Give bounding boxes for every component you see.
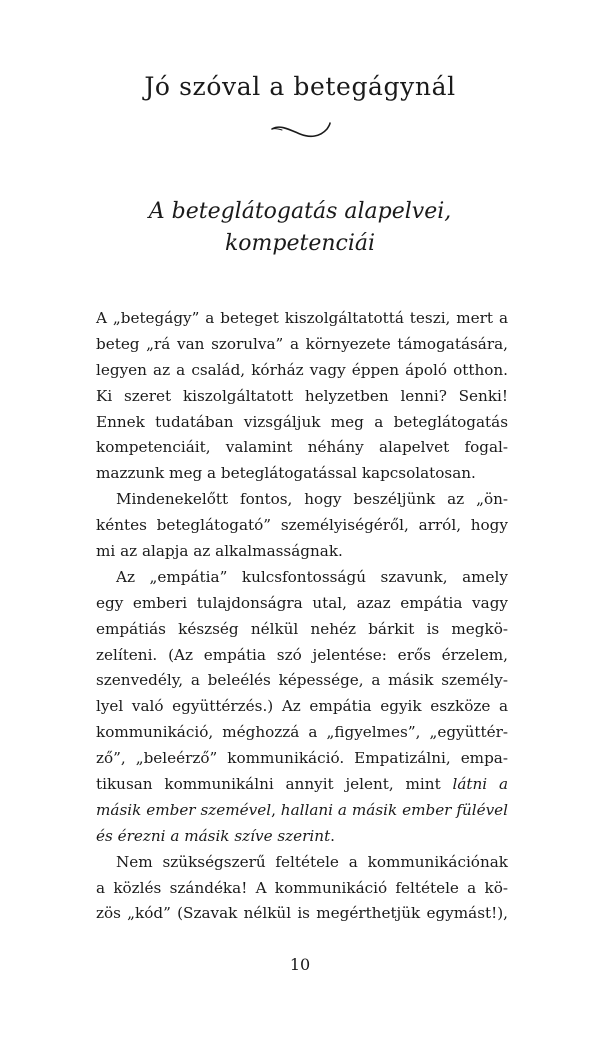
text-line: ző”, „beleérző” kommunikáció. Empatizálni, empa-	[96, 749, 508, 768]
text-line: Ki szeret kiszolgáltatott helyzetben lenni? Senki!	[96, 386, 508, 405]
emphasis-run: hallani a másik ember fülével	[280, 800, 509, 819]
text-line: Mindenekelőtt fontos, hogy beszéljünk az „ön-	[116, 490, 508, 509]
section-title-line-2: kompetenciái	[224, 231, 376, 256]
text-line: mazzunk meg a beteglátogatással kapcsolatosan.	[96, 464, 476, 483]
emphasis-run: látni a	[452, 775, 508, 794]
text-line: legyen az a család, kórház vagy éppen ápoló otthon.	[96, 360, 508, 379]
emphasis-run: és érezni a másik szíve szerint	[96, 826, 331, 845]
text-line	[96, 798, 508, 824]
chapter-title: Jó szóval a betegágynál	[144, 72, 456, 101]
text-line: A „betegágy” a beteget kiszolgáltatottá teszi, mert a	[96, 309, 508, 327]
text-line: zelíteni. (Az empátia szó jelentése: erős érzelem,	[96, 645, 508, 664]
text-line: a közlés szándéka! A kommunikáció feltétele a kö-	[96, 878, 508, 897]
swash-ornament-icon	[270, 120, 332, 142]
body-text	[96, 306, 508, 927]
text-line: kéntes beteglátogató” személyiségéről, arról, hogy	[96, 516, 508, 535]
text-line: empátiás készség nélkül nehéz bárkit is megkö-	[96, 619, 508, 638]
text-line: Ennek tudatában vizsgáljuk meg a beteglátogatás	[96, 412, 508, 431]
text-line: szenvedély, a beleélés képessége, a másik személy-	[96, 671, 508, 690]
emphasis-run: másik ember szemével	[96, 800, 272, 819]
text-line: Az „empátia” kulcsfontosságú szavunk, amely	[116, 567, 508, 586]
section-title-line-1: A beteglátogatás alapelvei,	[148, 199, 452, 224]
page-number: 10	[289, 955, 311, 974]
text-run: tikusan kommunikálni annyit jelent, mint	[96, 775, 453, 794]
text-line: mi az alapja az alkalmasságnak.	[96, 542, 343, 561]
text-run: .	[330, 826, 335, 845]
text-line: kompetenciáit, valamint néhány alapelvet fogal-	[96, 438, 508, 457]
text-line: lyel való együttérzés.) Az empátia egyik eszköze a	[96, 697, 508, 716]
text-line: zös „kód” (Szavak nélkül is megérthetjük egymást!),	[96, 904, 508, 923]
text-line: egy emberi tulajdonságra utal, azaz empátia vagy	[96, 593, 508, 612]
section-title	[0, 196, 600, 260]
text-run: ,	[271, 800, 281, 819]
text-line	[96, 824, 508, 850]
text-line: beteg „rá van szorulva” a környezete támogatására,	[96, 334, 508, 353]
text-line	[96, 772, 508, 798]
text-line: Nem szükségszerű feltétele a kommunikációnak	[116, 852, 508, 871]
text-line: kommunikáció, méghozzá a „figyelmes”, „együttér-	[96, 723, 508, 742]
